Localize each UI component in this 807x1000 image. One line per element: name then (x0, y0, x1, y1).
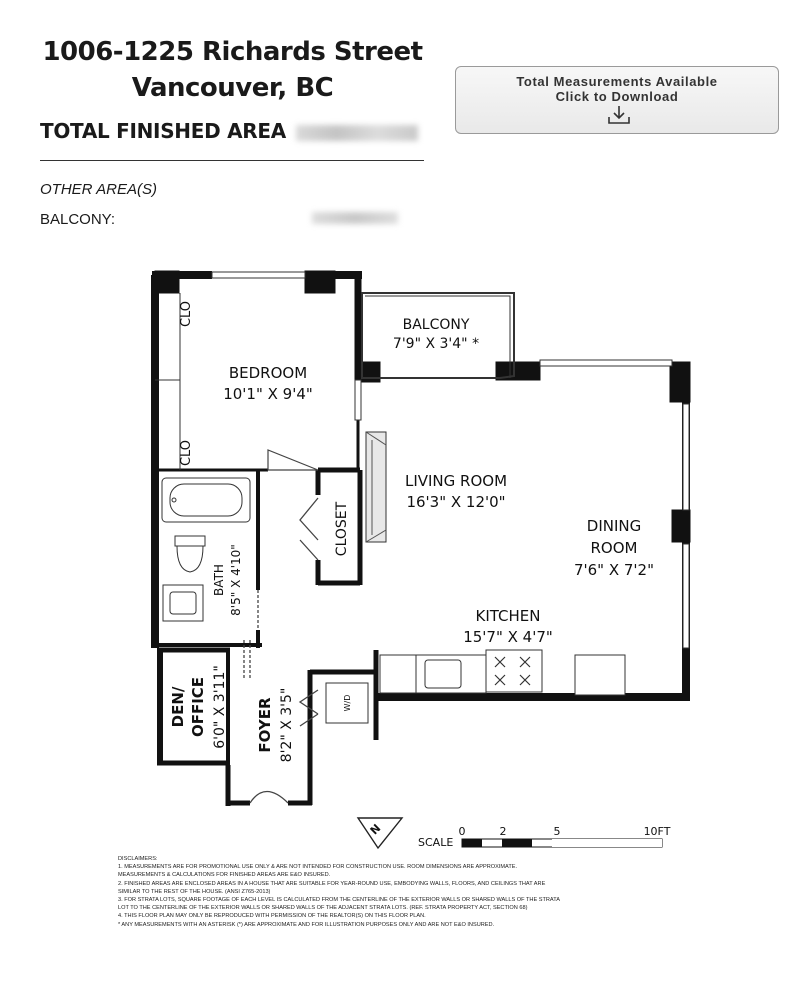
toilet (175, 536, 205, 572)
dining-room-name-1: DINING (586, 517, 642, 535)
clo-bottom-label: CLO (179, 439, 194, 467)
living-room-name: LIVING ROOM (404, 472, 508, 490)
den-name-1: DEN/ (169, 686, 187, 728)
compass-icon (358, 818, 402, 848)
bath-dims: 8'5" X 4'10" (229, 544, 243, 616)
scale-tick-2: 2 (499, 825, 507, 838)
dining-room-name-2: ROOM (590, 539, 638, 557)
disclaimer-line: MEASUREMENTS & CALCULATIONS FOR FINISHED AREAS ARE E&O INSURED. (118, 872, 331, 879)
foyer-name: FOYER (256, 697, 274, 753)
kitchen-counter (380, 650, 625, 695)
scale-tick-10: 10FT (643, 825, 671, 838)
scale-tick-0: 0 (458, 825, 466, 838)
address-line-2: Vancouver, BC (131, 73, 334, 103)
den-name-2: OFFICE (189, 676, 207, 738)
compass-letter: N (367, 821, 384, 838)
closet-name: CLOSET (334, 501, 350, 557)
bedroom-dims: 10'1" X 9'4" (223, 385, 313, 403)
scale-tick-5: 5 (553, 825, 561, 838)
dining-room-dims: 7'6" X 7'2" (573, 561, 655, 579)
disclaimer-line: LOT TO THE CENTERLINE OF THE EXTERIOR WALLS OR SHARED WALLS OF THE ADJACENT STRATA LOTS. (REF. STRATA PROPERTY ACT, SECTION 68) (118, 905, 528, 912)
other-areas-label: OTHER AREA(S) (40, 181, 157, 198)
disclaimer-line: 1. MEASUREMENTS ARE FOR PROMOTIONAL USE ONLY & ARE NOT INTENDED FOR CONSTRUCTION USE. ROOM DIMENSIONS ARE APPROXIMATE. (118, 864, 518, 871)
disclaimer-line: 3. FOR STRATA LOTS, SQUARE FOOTAGE OF EACH LEVEL IS CALCULATED FROM THE CENTERLINE OF THE EXTERIOR WALLS OR SHARED WALLS OF THE STRATA (118, 897, 560, 904)
wd-label: W/D (343, 694, 352, 712)
bedroom-name: BEDROOM (228, 364, 308, 382)
balcony-area-label: BALCONY: (40, 211, 116, 228)
foyer-dims: 8'2" X 3'5" (279, 687, 295, 763)
balcony-name: BALCONY (402, 317, 470, 333)
bathtub (162, 478, 250, 522)
total-finished-area-label: TOTAL FINISHED AREA (40, 119, 286, 143)
den-dims: 6'0" X 3'11" (212, 665, 228, 749)
disclaimers (118, 855, 678, 929)
vanity-sink (163, 585, 203, 621)
disclaimer-line: SIMILAR TO THE REST OF THE HOUSE. (ANSI Z765-2013) (118, 888, 271, 895)
balcony-dims: 7'9" X 3'4" * (392, 336, 480, 352)
kitchen-dims: 15'7" X 4'7" (463, 628, 553, 646)
download-line-1: Total Measurements Available (516, 74, 718, 89)
address-line-1: 1006-1225 Richards Street (42, 37, 423, 67)
kitchen-name: KITCHEN (475, 607, 541, 625)
fireplace (366, 432, 386, 542)
scale-bar (418, 825, 671, 849)
disclaimer-line: 2. FINISHED AREAS ARE ENCLOSED AREAS IN A HOUSE THAT ARE SUITABLE FOR YEAR-ROUND USE, EMBODYING WALLS, FLOORS, AND CEILINGS THAT ARE (118, 880, 546, 887)
download-line-2: Click to Download (555, 89, 679, 104)
disclaimer-line: * ANY MEASUREMENTS WITH AN ASTERISK (*) ARE APPROXIMATE AND FOR ILLUSTRATION PURPOSES ONLY AND ARE NOT E&O INSURED. (118, 921, 495, 928)
disclaimer-line: DISCLAIMERS: (118, 856, 158, 862)
bath-name: BATH (212, 564, 226, 596)
clo-top-label: CLO (179, 300, 194, 328)
living-room-dims: 16'3" X 12'0" (406, 493, 506, 511)
disclaimer-line: 4. THIS FLOOR PLAN MAY ONLY BE REPRODUCED WITH PERMISSION OF THE REALTOR(S) ON THIS FLOOR PLAN. (118, 913, 426, 920)
scale-label: SCALE (418, 836, 454, 849)
